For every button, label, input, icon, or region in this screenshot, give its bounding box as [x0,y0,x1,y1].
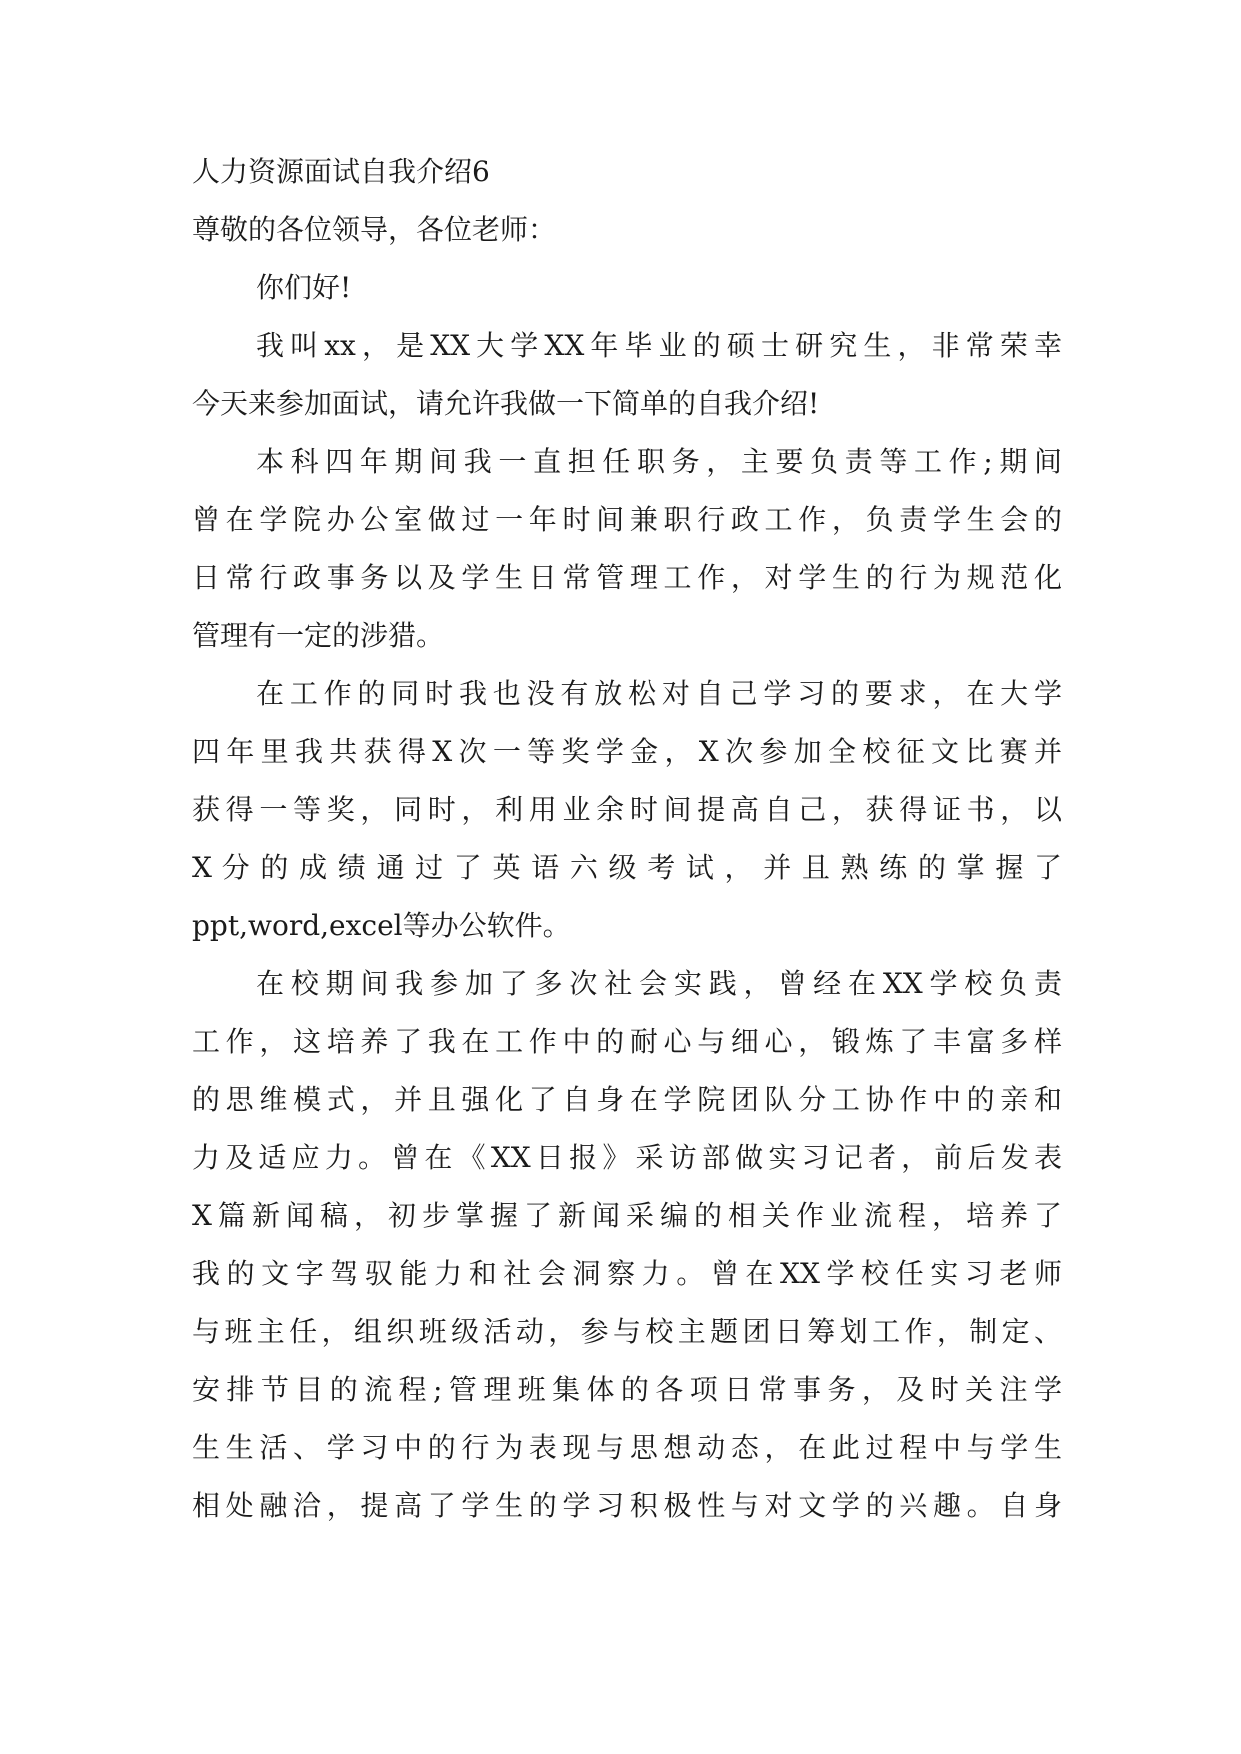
body-line: 在工作的同时我也没有放松对自己学习的要求，在大学 [256,677,1062,710]
body-line: X篇新闻稿，初步掌握了新闻采编的相关作业流程，培养了 [192,1199,1062,1232]
body-line: 力及适应力。曾在《XX日报》采访部做实习记者，前后发表 [192,1141,1062,1174]
body-line: 我的文字驾驭能力和社会洞察力。曾在XX学校任实习老师 [192,1257,1062,1290]
body-line: 四年里我共获得X次一等奖学金，X次参加全校征文比赛并 [192,735,1062,768]
body-line: 本科四年期间我一直担任职务，主要负责等工作;期间 [256,445,1062,478]
body-line: 的思维模式，并且强化了自身在学院团队分工协作中的亲和 [192,1083,1062,1116]
body-line: 今天来参加面试，请允许我做一下简单的自我介绍! [192,387,820,420]
body-line: 相处融洽，提高了学生的学习积极性与对文学的兴趣。自身 [192,1489,1062,1522]
body-line: 日常行政事务以及学生日常管理工作，对学生的行为规范化 [192,561,1062,594]
body-line: X 分 的 成 绩 通 过 了 英 语 六 级 考 试 ， 并 且 熟 练 的 掌 握 了 [192,851,1062,884]
body-line: 生生活、学习中的行为表现与思想动态，在此过程中与学生 [192,1431,1062,1464]
body-line: 与班主任，组织班级活动，参与校主题团日筹划工作，制定、 [192,1315,1062,1348]
document-title: 人力资源面试自我介绍6 [192,155,490,188]
salutation: 尊敬的各位领导，各位老师： [192,213,557,246]
body-line: 曾在学院办公室做过一年时间兼职行政工作，负责学生会的 [192,503,1062,536]
body-line: 管理有一定的涉猎。 [192,619,445,652]
body-line: 工作，这培养了我在工作中的耐心与细心，锻炼了丰富多样 [192,1025,1062,1058]
greeting-line: 你们好! [256,271,352,304]
body-line: 获得一等奖，同时，利用业余时间提高自己，获得证书，以 [192,793,1062,826]
body-line: 我叫xx，是XX大学XX年毕业的硕士研究生，非常荣幸 [256,329,1062,362]
body-line: ppt,word,excel等办公软件。 [192,909,571,942]
body-line: 安排节目的流程;管理班集体的各项日常事务，及时关注学 [192,1373,1062,1406]
body-line: 在校期间我参加了多次社会实践，曾经在XX学校负责 [256,967,1062,1000]
